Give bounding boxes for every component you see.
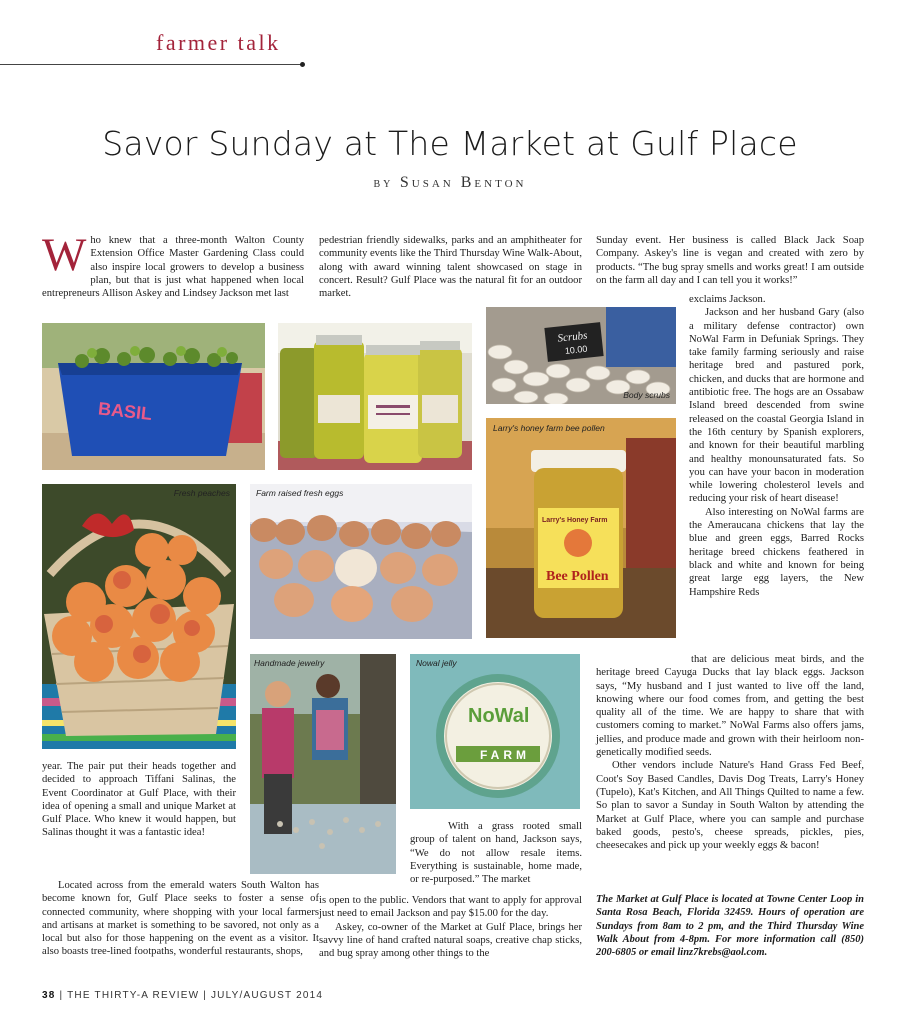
page-footer — [42, 990, 323, 1001]
column-3-bottom-text — [596, 653, 864, 852]
column-1-intro — [42, 229, 304, 300]
footer-separator: | — [59, 990, 68, 1001]
paragraph: Jackson and her husband Gary (also a military defense contractor) own NoWal Farm in Defuniak Springs. They take family farming seriously and raise heritage bred and pastured pork, chicken, and ducks that are hormone and antibiotic free. The hogs are an Ossabaw Island breed descended from swine released on the coastal Georgia Island in the 16th century by Spanish explorers, and known for their beautiful marbling and healthy monounsaturated fats. So you can have your bacon in moderation while lowering cholesterol levels and reducing your risk of heart disease! — [689, 307, 864, 505]
paragraph: Other vendors include Nature's Hand Grass Fed Beef, Coot's Soy Based Candles, Davis Dog Treats, Larry's Honey (Tupelo), Kat's Kitchen, and All Things Quilted to name a few. So plan to savor a Sunday in South Walton by attending the Market at Gulf Place, where you can sample and purchase baked goods, pesto's, cheese spreads, pickles, pies, cheesecakes and pick up your weekly eggs & bacon! — [596, 760, 864, 852]
column-1-bottom-text — [42, 879, 319, 959]
issue-date: JULY/AUGUST 2014 — [210, 990, 324, 1001]
jars-photo — [278, 323, 472, 470]
article-headline: Savor Sunday at The Market at Gulf Place — [102, 124, 798, 163]
peaches-photo — [42, 484, 236, 749]
bee-pollen-caption: Larry's honey farm bee pollen — [493, 423, 605, 433]
market-info-box: The Market at Gulf Place is located at Towne Center Loop in Santa Rosa Beach, Florida 32459. Hours of operation are Sundays from 8am to 2 pm, and the Third Thursday Wine Walk About from 4-8pm. For more information call (850) 200-6805 or email linz7krebs@aol.com. — [596, 894, 864, 959]
column-3-intro: Sunday event. Her business is called Black Jack Soap Company. Askey's line is vegan and created with zero by products. “The bug spray smells and works great! I am outside on the farm all day and I can tell you it works!” — [596, 235, 864, 286]
column-2-narrow-text — [410, 820, 582, 886]
column-1-bottom-text-narrow — [42, 760, 236, 840]
jelly-caption: Nowal jelly — [416, 658, 457, 668]
column-3-narrow-text — [689, 293, 864, 599]
byline-prefix: by — [373, 176, 394, 191]
scrubs-sign-price: 10.00 — [564, 343, 588, 356]
pollen-jar-label-top: Larry's Honey Farm — [542, 517, 608, 524]
paragraph: that are delicious meat birds, and the heritage breed Cayuga Ducks that lay black eggs. Jackson says, “My husband and I just wanted to live off the land, knowing where our food comes from, and getting the best quality all of the time. We are happy to share that with customers coming to market.” NoWal Farms also offers jams, jellies, and produce made and grown with their heirloom non-genetically modified seeds. — [596, 654, 864, 759]
publication-name: THE THIRTY-A REVIEW — [67, 990, 200, 1001]
eggs-caption: Farm raised fresh eggs — [256, 488, 344, 498]
column-2-intro: pedestrian friendly sidewalks, parks and an amphitheater for community events like the Third Thursday Wine Walk-About, along with award winning talent showcased on stage in concert. Result? Gulf Place was the natural fit for an outdoor market. — [319, 235, 582, 300]
scrubs-photo — [486, 307, 676, 404]
intro-text: ho knew that a three-month Walton County Extension Office Master Gardening Class could also inspire local growers to develop a business plan, but that is just what happened when local entrepreneurs Allison Askey and Lindsey Jackson met last — [42, 235, 304, 300]
drop-cap: W — [42, 229, 87, 281]
jewelry-photo — [250, 654, 396, 874]
paragraph: With a grass rooted small group of talent on hand, Jackson says, “We do not allow resale items. Everything is sustainable, home made, or re-purposed.” The market — [410, 821, 582, 886]
byline — [0, 174, 900, 192]
paragraph: year. The pair put their heads together and decided to approach Tiffani Salinas, the Event Coordinator at Gulf Place, with their idea of opening a small and unique Market at Gulf Place. Who knew it would happen, but Salinas thought it was a fantastic idea! — [42, 761, 236, 839]
jelly-brand: NoWal — [468, 705, 530, 727]
paragraph: Askey, co-owner of the Market at Gulf Place, brings her savvy line of hand crafted natural soaps, creative chap sticks, and bug spray among other things to the — [319, 921, 582, 960]
page-number: 38 — [42, 990, 56, 1001]
section-label: farmer talk — [156, 30, 281, 55]
eggs-photo — [250, 484, 472, 639]
section-rule-dot — [300, 62, 305, 67]
paragraph: exclaims Jackson. — [689, 294, 766, 305]
footer-separator: | — [203, 990, 211, 1001]
byline-author: Susan Benton — [399, 174, 527, 191]
scrubs-caption: Body scrubs — [623, 390, 670, 400]
section-rule — [0, 64, 303, 65]
column-2-bottom-text — [319, 894, 582, 960]
paragraph: Also interesting on NoWal farms are the Ameraucana chickens that lay the blue and green eggs, Barred Rocks heritage breed chickens feathered in black and white and known for being great large egg layers, the New Hampshire Reds — [689, 506, 864, 598]
scrubs-sign-text: Scrubs — [556, 329, 588, 345]
basil-photo — [42, 323, 265, 470]
jelly-photo — [410, 654, 580, 809]
basil-label: BASIL — [97, 398, 154, 425]
paragraph: is open to the public. Vendors that want to apply for approval just need to email Jackson and pay $15.00 for the day. — [319, 895, 582, 920]
peaches-caption: Fresh peaches — [173, 488, 230, 498]
jelly-farm: FARM — [480, 748, 530, 762]
bee-pollen-photo — [486, 418, 676, 638]
pollen-jar-label-bottom: Bee Pollen — [546, 569, 609, 584]
paragraph: Located across from the emerald waters South Walton has become known for, Gulf Place seeks to foster a sense of connected community, where shopping with your local farmers and artisans at market is something to be savored, not only as a local but also for those happening on the event as a visitor. It also boasts tree-lined footpaths, wonderful restaurants, shops, — [42, 880, 319, 958]
jewelry-caption: Handmade jewelry — [254, 658, 325, 668]
